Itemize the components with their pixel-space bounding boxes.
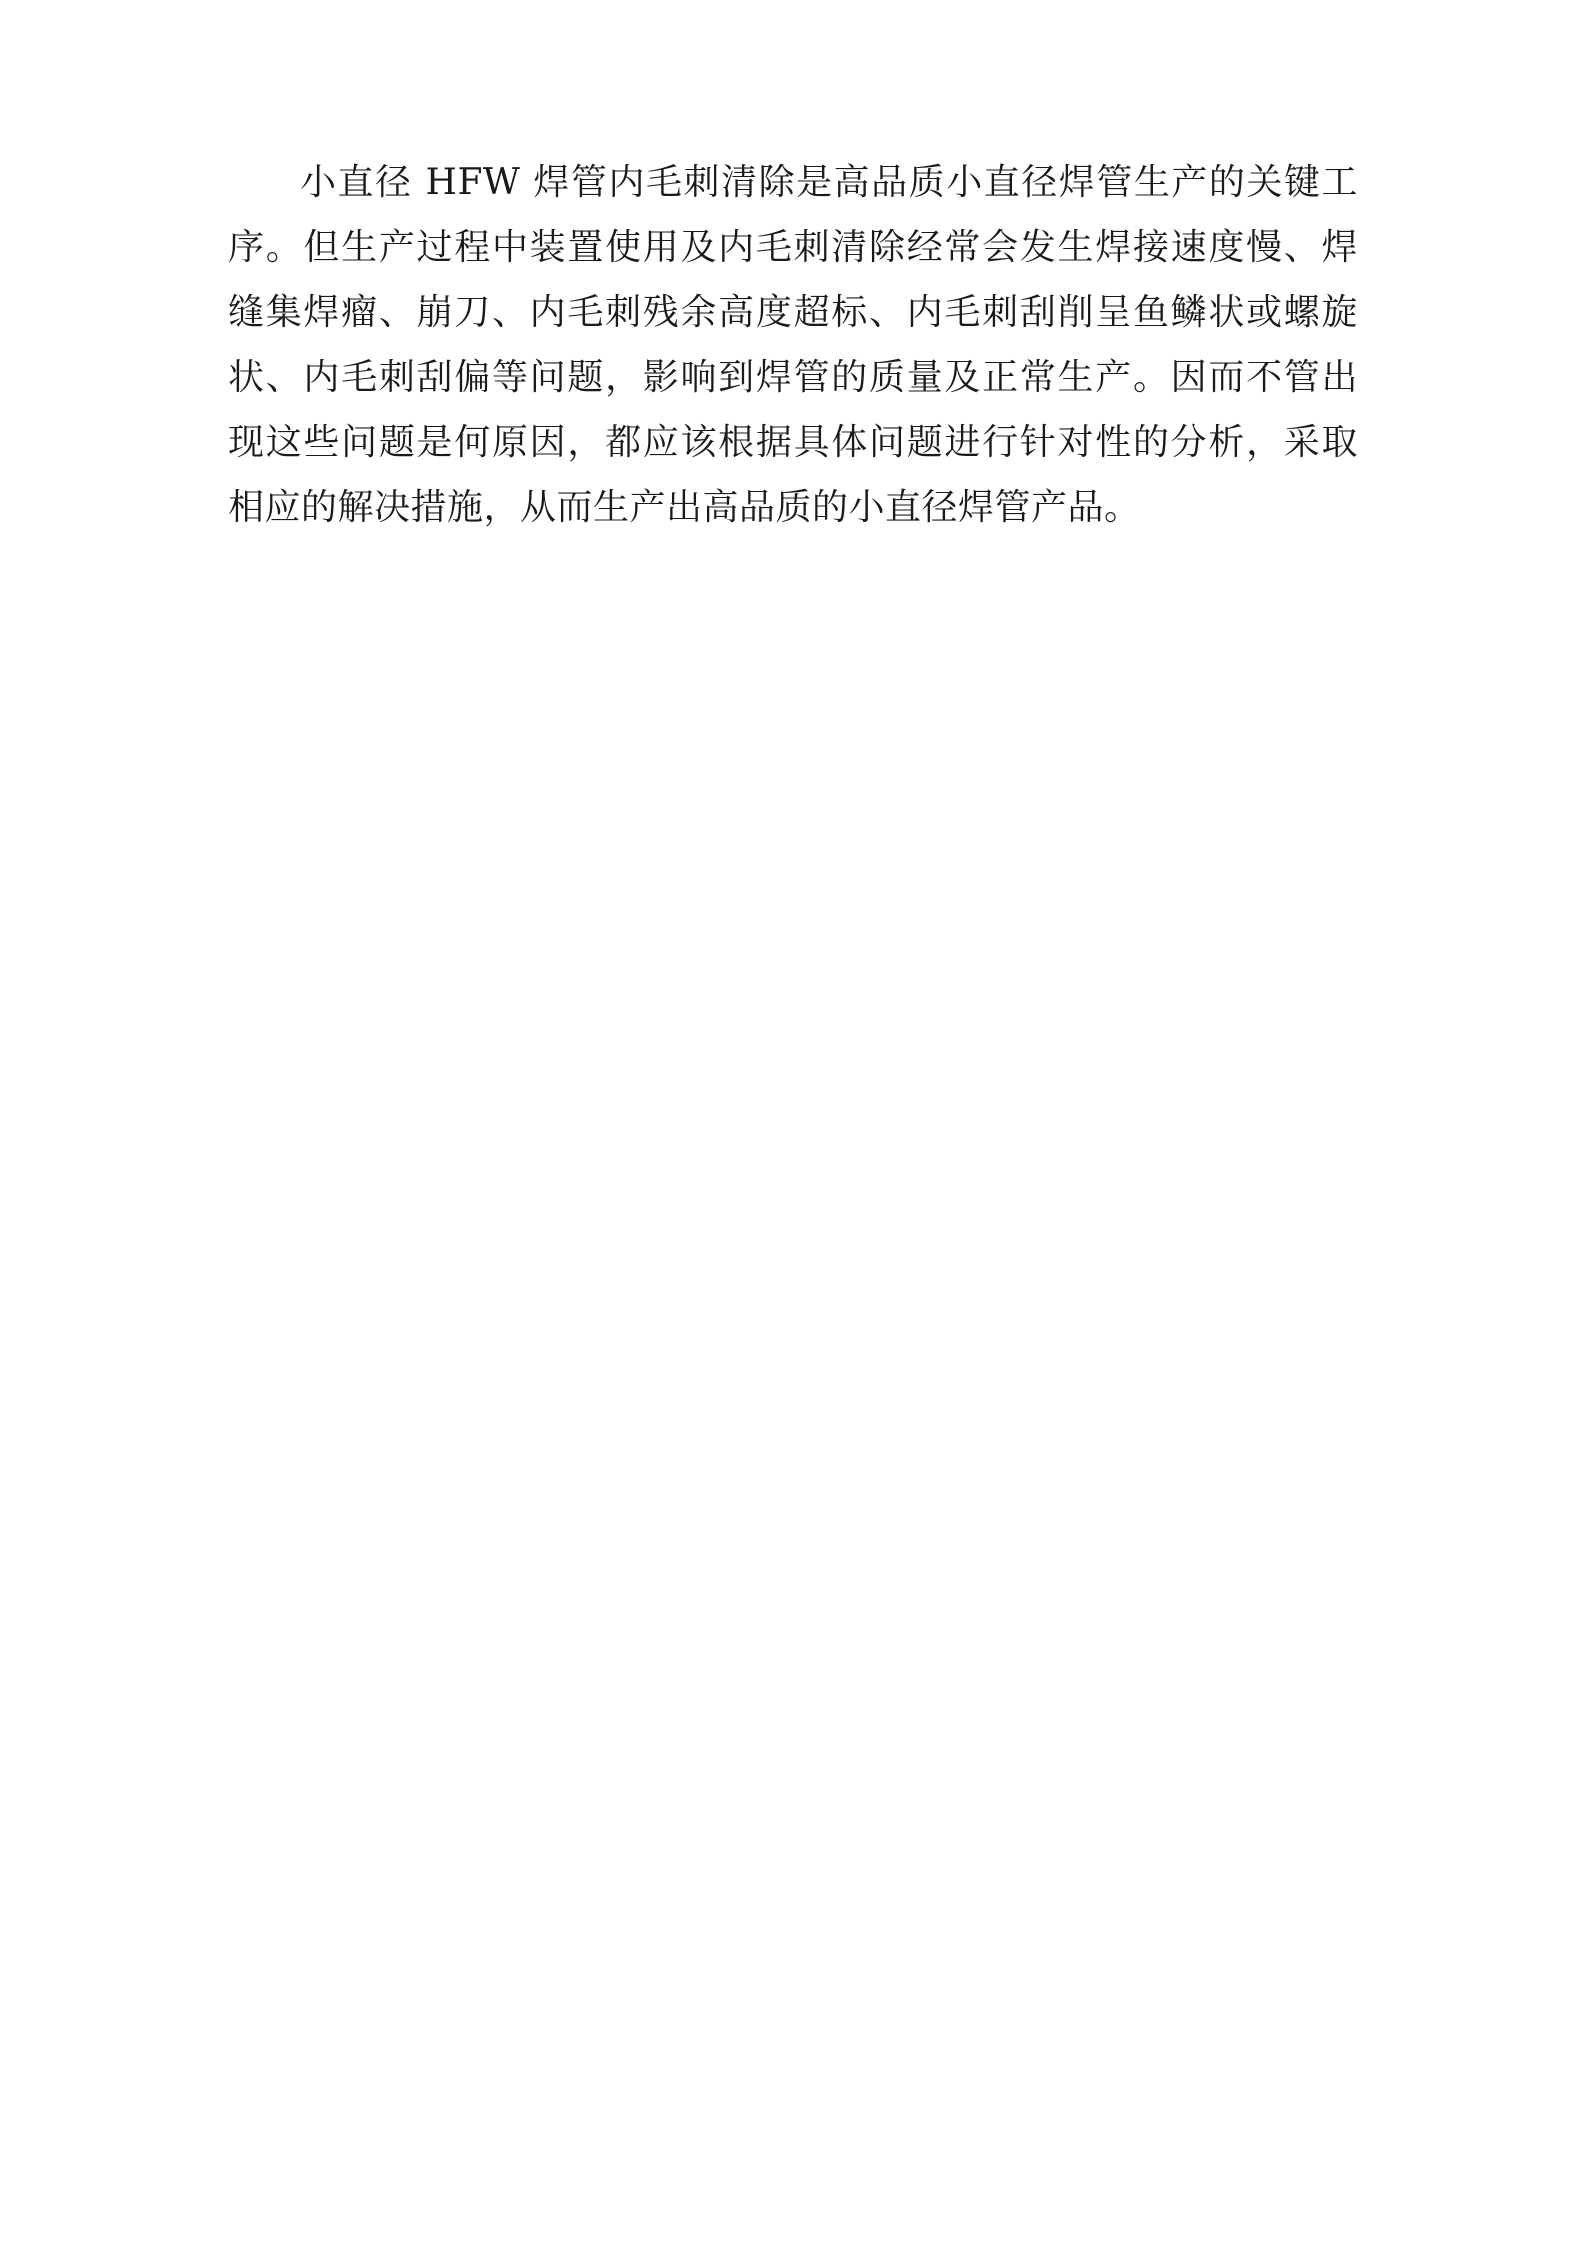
page-content: [228, 150, 1358, 540]
body-paragraph: 小直径 HFW 焊管内毛刺清除是高品质小直径焊管生产的关键工序。但生产过程中装置使用及内毛刺清除经常会发生焊接速度慢、焊缝集焊瘤、崩刀、内毛刺残余高度超标、内毛刺刮削呈鱼鳞状或螺旋状、内毛刺刮偏等问题，影响到焊管的质量及正常生产。因而不管出现这些问题是何原因，都应该根据具体问题进行针对性的分析，采取相应的解决措施，从而生产出高品质的小直径焊管产品。: [228, 162, 1358, 528]
